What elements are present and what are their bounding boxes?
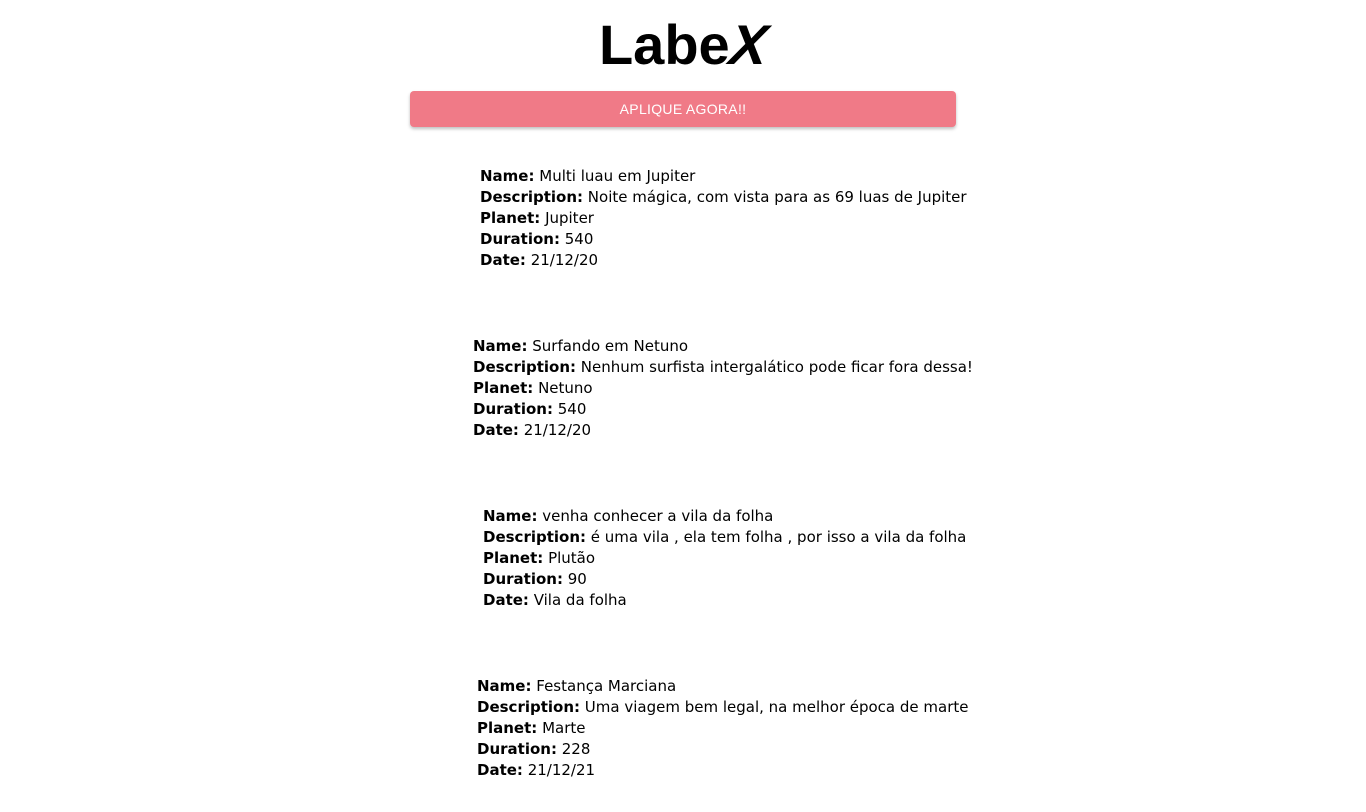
logo-text: Labe (598, 13, 730, 76)
trip-planet-row (477, 718, 968, 739)
header (0, 12, 1366, 78)
trip-duration-row (480, 229, 967, 250)
duration-label: Duration: (473, 400, 553, 418)
name-label: Name: (480, 167, 535, 185)
duration-label: Duration: (477, 740, 557, 758)
logo-x-mark: X (726, 13, 771, 76)
name-label: Name: (473, 337, 528, 355)
trip-duration-row (473, 399, 973, 420)
name-label: Name: (477, 677, 532, 695)
date-label: Date: (473, 421, 519, 439)
trip-description: Nenhum surfista intergalático pode ficar fora dessa! (580, 358, 973, 376)
trip-card (480, 166, 967, 271)
logo[interactable] (598, 12, 771, 78)
description-label: Description: (480, 188, 584, 206)
trip-date: 21/12/21 (527, 761, 596, 779)
trip-description-row (483, 527, 966, 548)
planet-label: Planet: (473, 379, 534, 397)
trip-planet-row (473, 378, 973, 399)
trip-name-row (473, 336, 973, 357)
trip-date: 21/12/20 (530, 251, 599, 269)
trip-date: 21/12/20 (523, 421, 592, 439)
trip-date-row (483, 590, 966, 611)
trip-description-row (473, 357, 973, 378)
trip-date-row (480, 250, 967, 271)
trip-duration: 540 (564, 230, 594, 248)
trip-planet: Jupiter (545, 209, 594, 227)
trip-duration: 228 (561, 740, 591, 758)
trip-date: Vila da folha (533, 591, 627, 609)
name-label: Name: (483, 507, 538, 525)
description-label: Description: (473, 358, 577, 376)
planet-label: Planet: (480, 209, 541, 227)
date-label: Date: (480, 251, 526, 269)
planet-label: Planet: (477, 719, 538, 737)
trip-planet-row (480, 208, 967, 229)
trip-planet: Marte (542, 719, 586, 737)
date-label: Date: (483, 591, 529, 609)
trip-description-row (477, 697, 968, 718)
description-label: Description: (483, 528, 587, 546)
trip-card (473, 336, 973, 441)
trip-name: Festança Marciana (536, 677, 677, 695)
trip-date-row (473, 420, 973, 441)
planet-label: Planet: (483, 549, 544, 567)
trip-duration: 540 (557, 400, 587, 418)
trip-card (483, 506, 966, 611)
trip-name: venha conhecer a vila da folha (542, 507, 774, 525)
trip-name-row (480, 166, 967, 187)
apply-now-button[interactable]: APLIQUE AGORA!! (410, 91, 956, 127)
trip-description-row (480, 187, 967, 208)
date-label: Date: (477, 761, 523, 779)
trip-description: é uma vila , ela tem folha , por isso a vila da folha (590, 528, 967, 546)
trip-name: Surfando em Netuno (532, 337, 689, 355)
duration-label: Duration: (483, 570, 563, 588)
trip-duration: 90 (567, 570, 587, 588)
trip-planet-row (483, 548, 966, 569)
duration-label: Duration: (480, 230, 560, 248)
trip-name-row (477, 676, 968, 697)
trip-name-row (483, 506, 966, 527)
trip-name: Multi luau em Jupiter (539, 167, 696, 185)
trip-planet: Netuno (538, 379, 593, 397)
trip-duration-row (483, 569, 966, 590)
description-label: Description: (477, 698, 581, 716)
trip-planet: Plutão (548, 549, 596, 567)
trip-date-row (477, 760, 968, 781)
trip-description: Noite mágica, com vista para as 69 luas de Jupiter (587, 188, 967, 206)
trip-duration-row (477, 739, 968, 760)
trip-card (477, 676, 968, 781)
trip-description: Uma viagem bem legal, na melhor época de marte (584, 698, 969, 716)
